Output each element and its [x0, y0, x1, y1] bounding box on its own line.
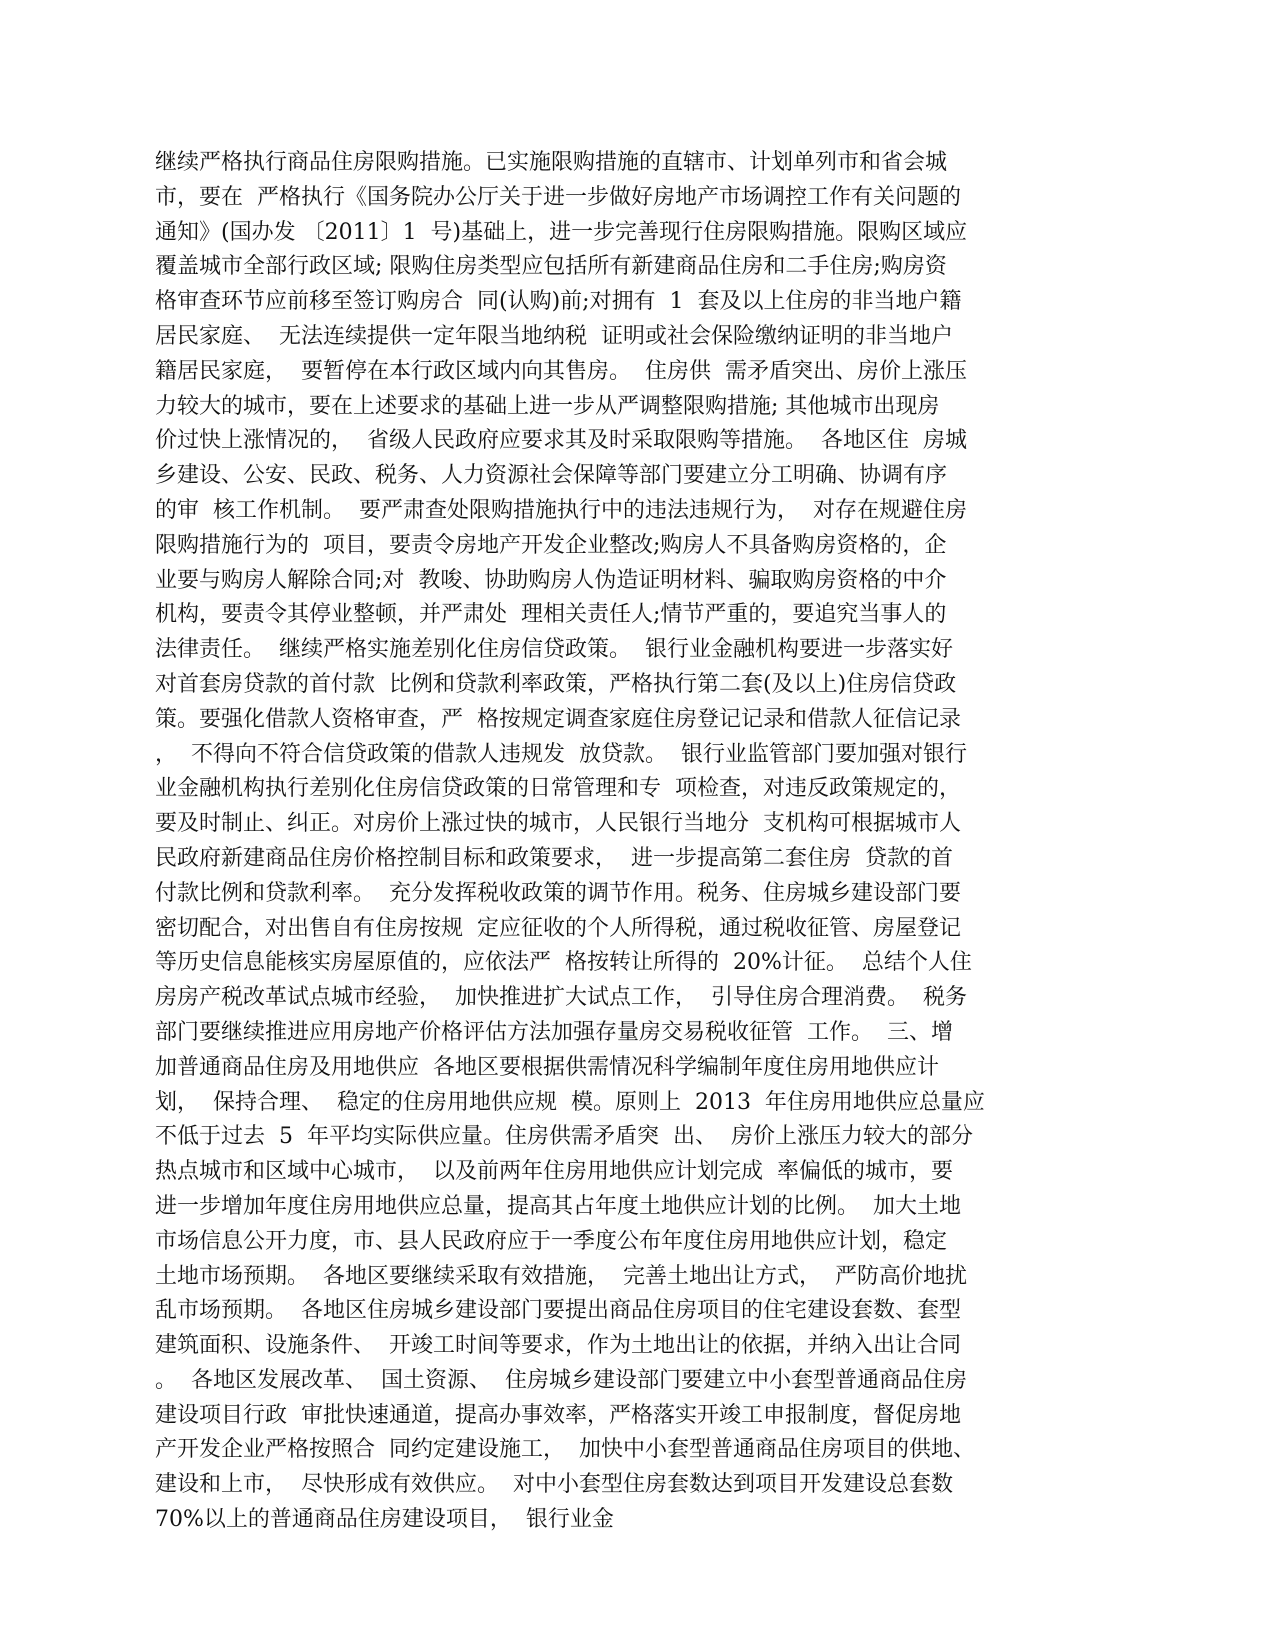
text-line: 加普通商品住房及用地供应 各地区要根据供需情况科学编制年度住房用地供应计 — [155, 1054, 939, 1080]
text-line: 热点城市和区域中心城市， 以及前两年住房用地供应计划完成 率偏低的城市，要 — [155, 1159, 953, 1185]
text-line: 机构，要责令其停业整顿，并严肃处 理相关责任人;情节严重的，要追究当事人的 — [155, 602, 947, 628]
text-line: 产开发企业严格按照合 同约定建设施工， 加快中小套型普通商品住房项目的供地、 — [155, 1437, 975, 1463]
text-line: 继续严格执行商品住房限购措施。已实施限购措施的直辖市、计划单列市和省会城 — [155, 150, 948, 175]
text-line: 覆盖城市全部行政区域; 限购住房类型应包括所有新建商品住房和二手住房;购房资 — [155, 254, 947, 280]
text-line: 乱市场预期。 各地区住房城乡建设部门要提出商品住房项目的住宅建设套数、套型 — [155, 1298, 961, 1324]
text-line: 籍居民家庭， 要暂停在本行政区域内向其售房。 住房供 需矛盾突出、房价上涨压 — [155, 358, 967, 384]
text-line: 民政府新建商品住房价格控制目标和政策要求， 进一步提高第二套住房 贷款的首 — [155, 845, 953, 871]
text-line: 对首套房贷款的首付款 比例和贷款利率政策，严格执行第二套(及以上)住房信贷政 — [155, 671, 957, 697]
text-line: 策。要强化借款人资格审查，严 格按规定调查家庭住房登记记录和借款人征信记录 — [155, 706, 961, 732]
text-line: 70%以上的普通商品住房建设项目， 银行业金 — [155, 1507, 614, 1533]
text-line: 等历史信息能核实房屋原值的，应依法严 格按转让所得的 20%计征。 总结个人住 — [155, 950, 972, 976]
text-line: 限购措施行为的 项目，要责令房地产开发企业整改;购房人不具备购房资格的，企 — [155, 532, 947, 558]
text-line: 付款比例和贷款利率。 充分发挥税收政策的调节作用。税务、住房城乡建设部门要 — [155, 880, 961, 906]
text-line: ， 不得向不符合信贷政策的借款人违规发 放贷款。 银行业监管部门要加强对银行 — [155, 741, 967, 767]
text-line: 居民家庭、 无法连续提供一定年限当地纳税 证明或社会保险缴纳证明的非当地户 — [155, 323, 953, 349]
text-line: 乡建设、公安、民政、税务、人力资源社会保障等部门要建立分工明确、协调有序 — [155, 463, 948, 489]
text-line: 市，要在 严格执行《国务院办公厅关于进一步做好房地产市场调控工作有关问题的 — [155, 184, 961, 210]
body-text — [155, 146, 1085, 1538]
text-line: 通知》(国办发 〔2011〕1 号)基础上，进一步完善现行住房限购措施。限购区域应 — [155, 219, 968, 245]
text-line: 力较大的城市，要在上述要求的基础上进一步从严调整限购措施; 其他城市出现房 — [155, 393, 940, 419]
text-line: 房房产税改革试点城市经验， 加快推进扩大试点工作， 引导住房合理消费。 税务 — [155, 985, 967, 1011]
text-line: 市场信息公开力度，市、县人民政府应于一季度公布年度住房用地供应计划，稳定 — [155, 1228, 948, 1254]
text-line: 要及时制止、纠正。对房价上涨过快的城市，人民银行当地分 支机构可根据城市人 — [155, 811, 961, 837]
text-line: 建设项目行政 审批快速通道，提高办事效率，严格落实开竣工申报制度，督促房地 — [155, 1402, 961, 1428]
text-line: 土地市场预期。 各地区要继续采取有效措施， 完善土地出让方式， 严防高价地扰 — [155, 1263, 967, 1289]
text-line: 划， 保持合理、 稳定的住房用地供应规 模。原则上 2013 年住房用地供应总量应 — [155, 1089, 985, 1115]
text-line: 不低于过去 5 年平均实际供应量。住房供需矛盾突 出、 房价上涨压力较大的部分 — [155, 1124, 973, 1150]
text-line: 部门要继续推进应用房地产价格评估方法加强存量房交易税收征管 工作。 三、增 — [155, 1019, 953, 1045]
text-line: 建设和上市， 尽快形成有效供应。 对中小套型住房套数达到项目开发建设总套数 — [155, 1472, 953, 1498]
text-line: 的审 核工作机制。 要严肃查处限购措施执行中的违法违规行为， 对存在规避住房 — [155, 497, 967, 523]
text-line: 业金融机构执行差别化住房信贷政策的日常管理和专 项检查，对违反政策规定的， — [155, 776, 961, 802]
text-line: 业要与购房人解除合同;对 教唆、协助购房人伪造证明材料、骗取购房资格的中介 — [155, 567, 947, 593]
text-line: 法律责任。 继续严格实施差别化住房信贷政策。 银行业金融机构要进一步落实好 — [155, 637, 953, 663]
text-line: 格审查环节应前移至签订购房合 同(认购)前;对拥有 1 套及以上住房的非当地户籍 — [155, 289, 962, 315]
text-line: 价过快上涨情况的， 省级人民政府应要求其及时采取限购等措施。 各地区住 房城 — [155, 428, 967, 454]
text-line: 密切配合，对出售自有住房按规 定应征收的个人所得税，通过税收征管、房屋登记 — [155, 915, 961, 941]
text-line: 。 各地区发展改革、 国土资源、 住房城乡建设部门要建立中小套型普通商品住房 — [155, 1367, 967, 1393]
text-line: 建筑面积、设施条件、 开竣工时间等要求，作为土地出让的依据，并纳入出让合同 — [155, 1333, 961, 1359]
text-line: 进一步增加年度住房用地供应总量，提高其占年度土地供应计划的比例。 加大土地 — [155, 1193, 961, 1219]
